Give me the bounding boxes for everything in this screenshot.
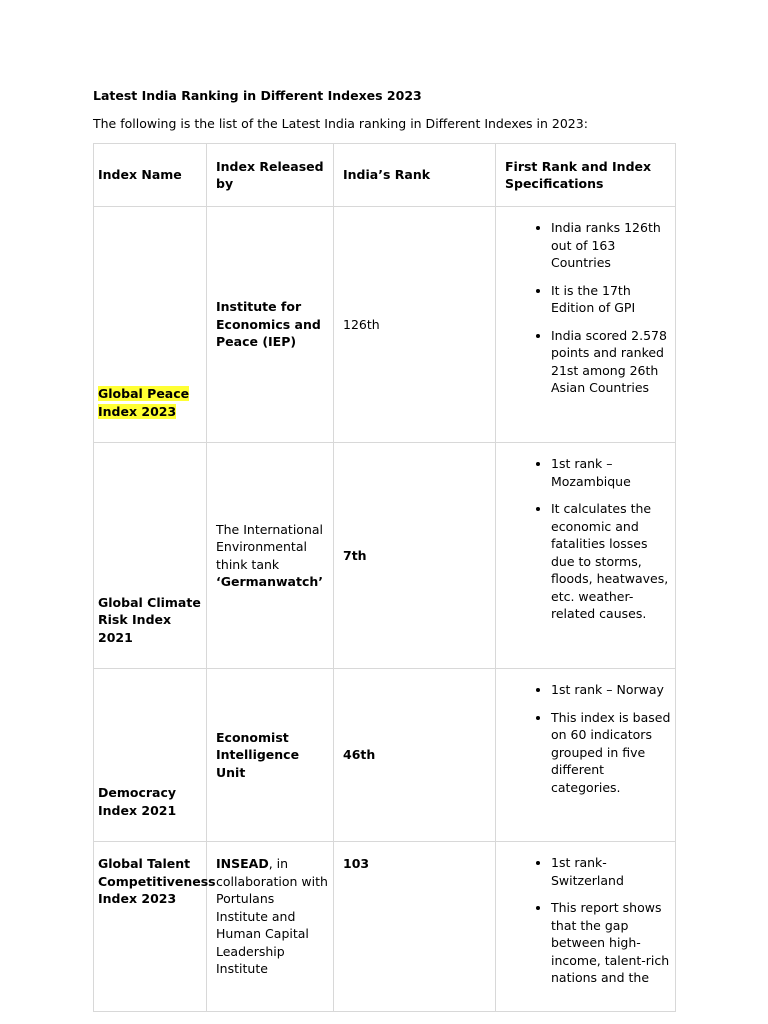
index-name-cell: Democracy Index 2021 xyxy=(94,669,207,842)
list-item: • 1st rank – Mozambique xyxy=(551,455,671,490)
released-by-cell: Economist Intelligence Unit xyxy=(207,669,334,842)
released-by-cell: Institute for Economics and Peace (IEP) xyxy=(207,207,334,443)
specs-list xyxy=(505,681,671,796)
released-by-cell xyxy=(207,443,334,669)
table-row xyxy=(94,443,676,669)
india-rank-cell: 126th xyxy=(334,207,496,443)
released-by-text: , in collaboration with Portulans Institute and Human Capital Leadership Institute xyxy=(216,856,328,976)
list-item: • This report shows that the gap between high-income, talent-rich nations and the xyxy=(551,899,671,987)
document-title: Latest India Ranking in Different Indexes 2023 xyxy=(93,88,422,103)
header-released-by: Index Released by xyxy=(207,144,334,207)
intro-paragraph: The following is the list of the Latest India ranking in Different Indexes in 2023: xyxy=(93,116,588,131)
table-row xyxy=(94,669,676,842)
header-india-rank: India’s Rank xyxy=(334,144,496,207)
list-item: • This index is based on 60 indicators grouped in five different categories. xyxy=(551,709,671,797)
rankings-table xyxy=(93,143,676,1012)
specs-cell xyxy=(496,207,676,443)
specs-list xyxy=(505,854,671,987)
specs-cell xyxy=(496,669,676,842)
header-index-name: Index Name xyxy=(94,144,207,207)
index-name-cell: Global Climate Risk Index 2021 xyxy=(94,443,207,669)
released-by-cell xyxy=(207,842,334,1012)
highlighted-index-name: Global Peace Index 2023 xyxy=(98,386,190,419)
header-first-rank-specs: First Rank and Index Specifications xyxy=(496,144,676,207)
list-item: • It is the 17th Edition of GPI xyxy=(551,282,671,317)
list-item: • 1st rank – Norway xyxy=(551,681,671,699)
released-by-org: ‘Germanwatch’ xyxy=(216,574,324,589)
specs-cell xyxy=(496,443,676,669)
table-header-row xyxy=(94,144,676,207)
india-rank-cell: 103 xyxy=(334,842,496,1012)
specs-list xyxy=(505,455,671,623)
list-item: • 1st rank- Switzerland xyxy=(551,854,671,889)
index-name-cell: Global Talent Competitiveness Index 2023 xyxy=(94,842,207,1012)
table-row xyxy=(94,207,676,443)
specs-list xyxy=(505,219,671,397)
released-by-org: INSEAD xyxy=(216,856,269,871)
list-item: • India ranks 126th out of 163 Countries xyxy=(551,219,671,272)
list-item: • It calculates the economic and fatalities losses due to storms, floods, heatwaves, etc. weather-related causes. xyxy=(551,500,671,623)
india-rank-cell: 7th xyxy=(334,443,496,669)
table-row xyxy=(94,842,676,1012)
released-by-text: The International Environmental think tank xyxy=(216,521,324,572)
india-rank-cell: 46th xyxy=(334,669,496,842)
index-name-cell xyxy=(94,207,207,443)
specs-cell xyxy=(496,842,676,1012)
list-item: • India scored 2.578 points and ranked 21st among 26th Asian Countries xyxy=(551,327,671,397)
